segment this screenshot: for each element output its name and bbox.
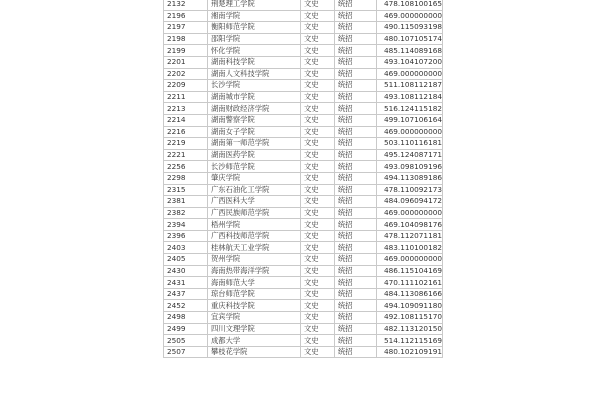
school-code-cell: 2198 xyxy=(164,33,208,45)
score-cell: 469.000000000 xyxy=(377,68,443,80)
admission-type-cell: 统招 xyxy=(335,312,377,324)
subject-cell: 文史 xyxy=(301,103,335,115)
school-name-cell: 宜宾学院 xyxy=(208,312,301,324)
table-row xyxy=(164,265,443,277)
school-code-cell: 2221 xyxy=(164,149,208,161)
score-cell: 470.111102161 xyxy=(377,277,443,289)
school-code-cell: 2499 xyxy=(164,323,208,335)
school-name-cell: 广西科技师范学院 xyxy=(208,230,301,242)
table-row xyxy=(164,68,443,80)
score-cell: 490.115093198 xyxy=(377,22,443,34)
school-code-cell: 2394 xyxy=(164,219,208,231)
subject-cell: 文史 xyxy=(301,114,335,126)
score-cell: 493.108112184 xyxy=(377,91,443,103)
school-name-cell: 湖南人文科技学院 xyxy=(208,68,301,80)
table-row xyxy=(164,172,443,184)
score-cell: 478.108100165 xyxy=(377,0,443,10)
school-code-cell: 2211 xyxy=(164,91,208,103)
table-row xyxy=(164,277,443,289)
school-code-cell: 2197 xyxy=(164,22,208,34)
admission-type-cell: 统招 xyxy=(335,184,377,196)
school-name-cell: 长沙学院 xyxy=(208,80,301,92)
table-row xyxy=(164,161,443,173)
table-row xyxy=(164,288,443,300)
subject-cell: 文史 xyxy=(301,230,335,242)
school-name-cell: 桂林航天工业学院 xyxy=(208,242,301,254)
admission-type-cell: 统招 xyxy=(335,33,377,45)
school-name-cell: 湘南学院 xyxy=(208,10,301,22)
subject-cell: 文史 xyxy=(301,242,335,254)
table-row xyxy=(164,114,443,126)
score-cell: 478.110092173 xyxy=(377,184,443,196)
score-cell: 469.000000000 xyxy=(377,207,443,219)
school-code-cell: 2507 xyxy=(164,346,208,358)
table-row xyxy=(164,45,443,57)
subject-cell: 文史 xyxy=(301,149,335,161)
score-cell: 480.107105174 xyxy=(377,33,443,45)
school-code-cell: 2214 xyxy=(164,114,208,126)
admission-type-cell: 统招 xyxy=(335,103,377,115)
school-name-cell: 广西民族师范学院 xyxy=(208,207,301,219)
school-code-cell: 2196 xyxy=(164,10,208,22)
school-name-cell: 重庆科技学院 xyxy=(208,300,301,312)
school-code-cell: 2382 xyxy=(164,207,208,219)
school-name-cell: 广东石油化工学院 xyxy=(208,184,301,196)
admission-type-cell: 统招 xyxy=(335,68,377,80)
admission-type-cell: 统招 xyxy=(335,265,377,277)
table-row xyxy=(164,196,443,208)
subject-cell: 文史 xyxy=(301,335,335,347)
admission-type-cell: 统招 xyxy=(335,0,377,10)
school-name-cell: 荆楚理工学院 xyxy=(208,0,301,10)
table-row xyxy=(164,56,443,68)
admission-type-cell: 统招 xyxy=(335,242,377,254)
subject-cell: 文史 xyxy=(301,126,335,138)
table-row xyxy=(164,346,443,358)
subject-cell: 文史 xyxy=(301,68,335,80)
school-code-cell: 2431 xyxy=(164,277,208,289)
subject-cell: 文史 xyxy=(301,346,335,358)
school-name-cell: 长沙师范学院 xyxy=(208,161,301,173)
admission-type-cell: 统招 xyxy=(335,138,377,150)
admission-type-cell: 统招 xyxy=(335,45,377,57)
school-code-cell: 2405 xyxy=(164,254,208,266)
school-code-cell: 2202 xyxy=(164,68,208,80)
table-row xyxy=(164,254,443,266)
subject-cell: 文史 xyxy=(301,45,335,57)
table-row xyxy=(164,138,443,150)
score-cell: 485.114089168 xyxy=(377,45,443,57)
subject-cell: 文史 xyxy=(301,184,335,196)
score-cell: 469.000000000 xyxy=(377,10,443,22)
score-cell: 493.098109196 xyxy=(377,161,443,173)
subject-cell: 文史 xyxy=(301,80,335,92)
school-name-cell: 湖南科技学院 xyxy=(208,56,301,68)
score-cell: 492.108115170 xyxy=(377,312,443,324)
subject-cell: 文史 xyxy=(301,33,335,45)
school-name-cell: 邵阳学院 xyxy=(208,33,301,45)
table-row xyxy=(164,10,443,22)
admission-type-cell: 统招 xyxy=(335,323,377,335)
school-code-cell: 2315 xyxy=(164,184,208,196)
score-cell: 482.113120150 xyxy=(377,323,443,335)
school-code-cell: 2213 xyxy=(164,103,208,115)
score-cell: 494.109091180 xyxy=(377,300,443,312)
subject-cell: 文史 xyxy=(301,254,335,266)
school-name-cell: 湖南警察学院 xyxy=(208,114,301,126)
school-code-cell: 2381 xyxy=(164,196,208,208)
admission-type-cell: 统招 xyxy=(335,196,377,208)
school-name-cell: 肇庆学院 xyxy=(208,172,301,184)
table-row xyxy=(164,126,443,138)
admission-type-cell: 统招 xyxy=(335,161,377,173)
school-name-cell: 攀枝花学院 xyxy=(208,346,301,358)
admission-type-cell: 统招 xyxy=(335,346,377,358)
table-row xyxy=(164,335,443,347)
subject-cell: 文史 xyxy=(301,265,335,277)
table-row xyxy=(164,312,443,324)
score-cell: 511.108112187 xyxy=(377,80,443,92)
school-code-cell: 2430 xyxy=(164,265,208,277)
school-code-cell: 2498 xyxy=(164,312,208,324)
school-name-cell: 琼台师范学院 xyxy=(208,288,301,300)
school-code-cell: 2452 xyxy=(164,300,208,312)
school-name-cell: 广西医科大学 xyxy=(208,196,301,208)
school-code-cell: 2298 xyxy=(164,172,208,184)
admission-type-cell: 统招 xyxy=(335,300,377,312)
school-name-cell: 怀化学院 xyxy=(208,45,301,57)
score-cell: 469.000000000 xyxy=(377,254,443,266)
school-code-cell: 2219 xyxy=(164,138,208,150)
school-code-cell: 2437 xyxy=(164,288,208,300)
school-code-cell: 2199 xyxy=(164,45,208,57)
score-cell: 483.110100182 xyxy=(377,242,443,254)
score-cell: 480.102109191 xyxy=(377,346,443,358)
school-name-cell: 湖南女子学院 xyxy=(208,126,301,138)
score-cell: 469.000000000 xyxy=(377,126,443,138)
school-code-cell: 2201 xyxy=(164,56,208,68)
table-row xyxy=(164,207,443,219)
admission-type-cell: 统招 xyxy=(335,254,377,266)
score-cell: 493.104107200 xyxy=(377,56,443,68)
school-name-cell: 成都大学 xyxy=(208,335,301,347)
score-cell: 516.124115182 xyxy=(377,103,443,115)
admission-type-cell: 统招 xyxy=(335,277,377,289)
table-row xyxy=(164,242,443,254)
school-name-cell: 贺州学院 xyxy=(208,254,301,266)
admission-type-cell: 统招 xyxy=(335,207,377,219)
subject-cell: 文史 xyxy=(301,0,335,10)
subject-cell: 文史 xyxy=(301,10,335,22)
table-row xyxy=(164,300,443,312)
admission-type-cell: 统招 xyxy=(335,91,377,103)
school-code-cell: 2216 xyxy=(164,126,208,138)
score-cell: 503.110116181 xyxy=(377,138,443,150)
admission-type-cell: 统招 xyxy=(335,126,377,138)
subject-cell: 文史 xyxy=(301,196,335,208)
admission-type-cell: 统招 xyxy=(335,219,377,231)
subject-cell: 文史 xyxy=(301,277,335,289)
table-row xyxy=(164,33,443,45)
score-cell: 494.113089186 xyxy=(377,172,443,184)
school-code-cell: 2209 xyxy=(164,80,208,92)
table-row xyxy=(164,149,443,161)
subject-cell: 文史 xyxy=(301,300,335,312)
admission-type-cell: 统招 xyxy=(335,288,377,300)
subject-cell: 文史 xyxy=(301,207,335,219)
admission-type-cell: 统招 xyxy=(335,10,377,22)
score-cell: 514.112115169 xyxy=(377,335,443,347)
school-name-cell: 衡阳师范学院 xyxy=(208,22,301,34)
table-row xyxy=(164,80,443,92)
subject-cell: 文史 xyxy=(301,323,335,335)
school-name-cell: 湖南医药学院 xyxy=(208,149,301,161)
school-name-cell: 湖南财政经济学院 xyxy=(208,103,301,115)
score-cell: 478.112071181 xyxy=(377,230,443,242)
school-code-cell: 2403 xyxy=(164,242,208,254)
score-cell: 495.124087171 xyxy=(377,149,443,161)
admission-type-cell: 统招 xyxy=(335,149,377,161)
table-row xyxy=(164,91,443,103)
subject-cell: 文史 xyxy=(301,312,335,324)
table-row xyxy=(164,22,443,34)
school-code-cell: 2132 xyxy=(164,0,208,10)
school-name-cell: 海南热带海洋学院 xyxy=(208,265,301,277)
school-name-cell: 四川文理学院 xyxy=(208,323,301,335)
table-row xyxy=(164,103,443,115)
admission-type-cell: 统招 xyxy=(335,22,377,34)
subject-cell: 文史 xyxy=(301,138,335,150)
table-body xyxy=(164,0,443,358)
admission-type-cell: 统招 xyxy=(335,230,377,242)
score-cell: 486.115104169 xyxy=(377,265,443,277)
admission-type-cell: 统招 xyxy=(335,56,377,68)
table-row xyxy=(164,230,443,242)
admission-type-cell: 统招 xyxy=(335,172,377,184)
subject-cell: 文史 xyxy=(301,22,335,34)
subject-cell: 文史 xyxy=(301,288,335,300)
admission-score-table xyxy=(163,0,443,358)
admission-type-cell: 统招 xyxy=(335,335,377,347)
subject-cell: 文史 xyxy=(301,91,335,103)
school-name-cell: 梧州学院 xyxy=(208,219,301,231)
score-cell: 499.107106164 xyxy=(377,114,443,126)
subject-cell: 文史 xyxy=(301,161,335,173)
score-cell: 484.096094172 xyxy=(377,196,443,208)
subject-cell: 文史 xyxy=(301,219,335,231)
subject-cell: 文史 xyxy=(301,172,335,184)
school-name-cell: 海南师范大学 xyxy=(208,277,301,289)
school-code-cell: 2505 xyxy=(164,335,208,347)
school-code-cell: 2396 xyxy=(164,230,208,242)
subject-cell: 文史 xyxy=(301,56,335,68)
table-row xyxy=(164,0,443,10)
table-row xyxy=(164,184,443,196)
school-code-cell: 2256 xyxy=(164,161,208,173)
table-row xyxy=(164,323,443,335)
table-row xyxy=(164,219,443,231)
school-name-cell: 湖南第一师范学院 xyxy=(208,138,301,150)
admission-type-cell: 统招 xyxy=(335,80,377,92)
score-cell: 469.104098176 xyxy=(377,219,443,231)
admission-type-cell: 统招 xyxy=(335,114,377,126)
score-cell: 484.113086166 xyxy=(377,288,443,300)
school-name-cell: 湖南城市学院 xyxy=(208,91,301,103)
